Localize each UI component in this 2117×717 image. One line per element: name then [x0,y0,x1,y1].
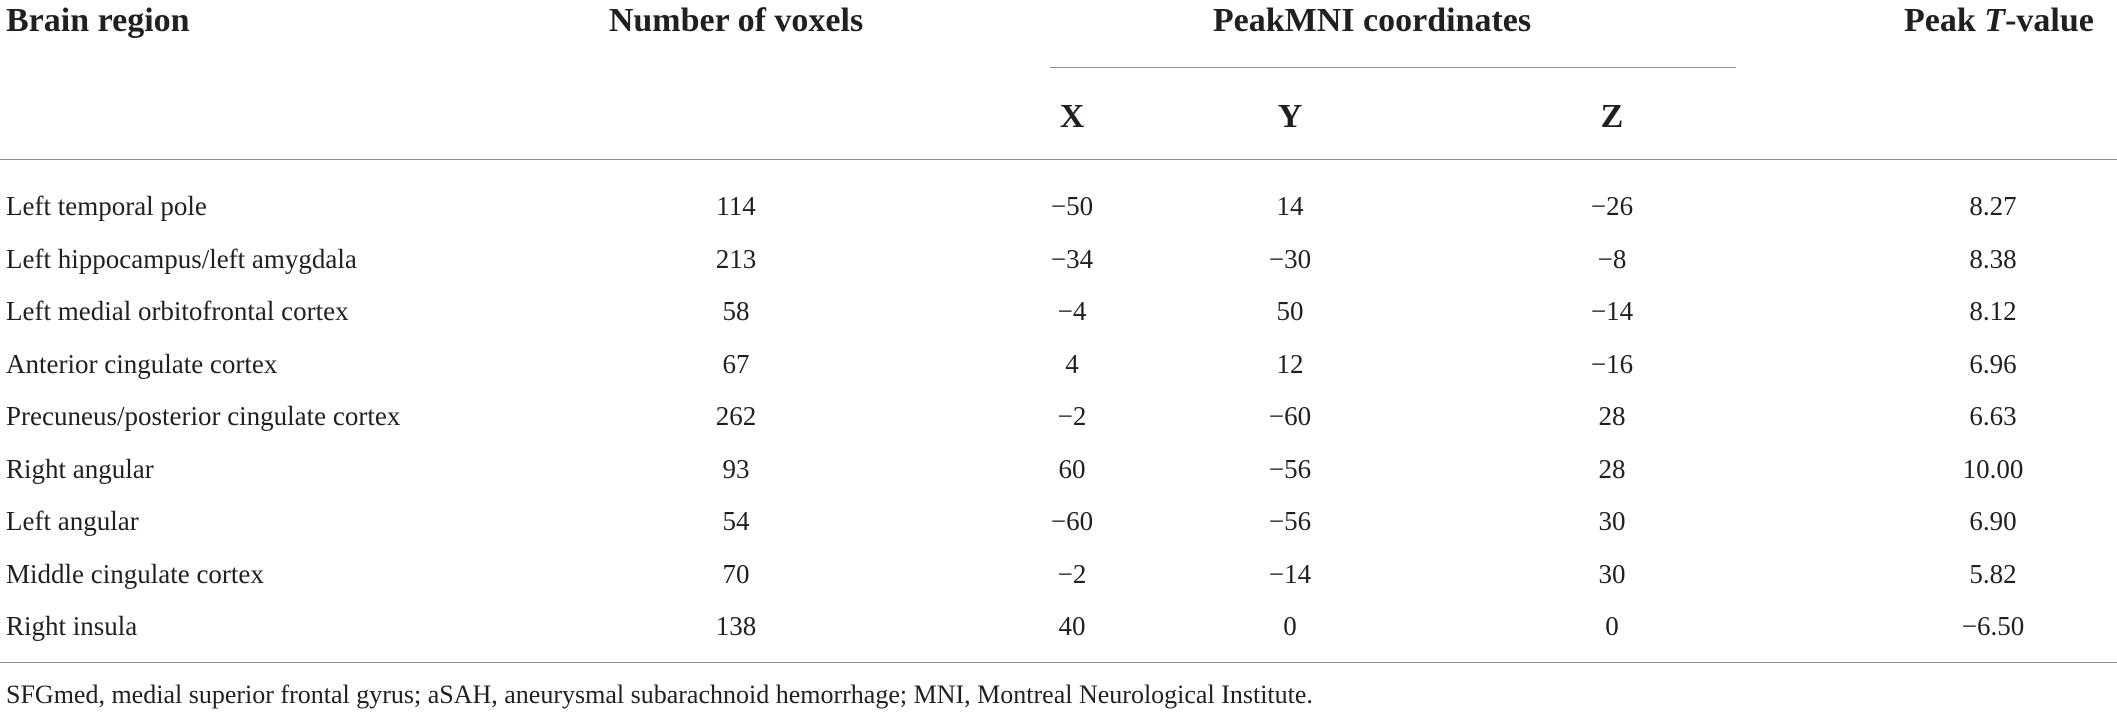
cell-x: −2 [1057,401,1087,431]
cell-z: 28 [1598,401,1626,431]
header-y: Y [1277,98,1303,135]
cell-voxels: 114 [716,191,756,221]
cell-voxels: 138 [715,611,757,641]
cell-voxels: 58 [722,296,750,326]
cell-y: 12 [1276,349,1304,379]
cell-x: 4 [1065,349,1079,379]
cell-voxels: 67 [722,349,750,379]
cell-t: −6.50 [1961,611,2025,641]
cell-voxels: 54 [722,506,750,536]
cell-region: Left temporal pole [6,191,207,221]
cell-region: Anterior cingulate cortex [6,349,278,379]
cell-t: 6.96 [1969,349,2017,379]
table-footnote: SFGmed, medial superior frontal gyrus; aSAH, aneurysmal subarachnoid hemorrhage; MNI, Montreal Neurological Institute. [6,680,1313,709]
cell-voxels: 213 [715,244,757,274]
cell-x: 40 [1058,611,1086,641]
cell-y: −14 [1268,559,1312,589]
cell-t: 8.27 [1969,191,2017,221]
header-brain-region: Brain region [6,2,190,39]
cell-region: Precuneus/posterior cingulate cortex [6,401,401,431]
cell-z: −14 [1590,296,1634,326]
header-peak-mni-coordinates: PeakMNI coordinates [1212,2,1532,39]
cell-voxels: 93 [722,454,750,484]
cell-z: 30 [1598,506,1626,536]
cell-z: 28 [1598,454,1626,484]
header-peak-t-italic: T [1984,2,2006,39]
coords-header-rule [1050,67,1736,68]
cell-t: 5.82 [1969,559,2017,589]
header-peak-t-value [1904,4,2094,38]
cell-y: 14 [1276,191,1304,221]
cell-y: 50 [1276,296,1304,326]
header-peak-suffix: -value [2005,2,2094,39]
cell-x: −4 [1057,296,1087,326]
cell-region: Right angular [6,454,154,484]
cell-voxels: 70 [722,559,750,589]
cell-z: −26 [1590,191,1634,221]
header-peak-prefix: Peak [1904,2,1985,39]
cell-z: 30 [1598,559,1626,589]
cell-y: −30 [1268,244,1312,274]
header-number-of-voxels: Number of voxels [608,2,864,39]
cell-y: 0 [1283,611,1297,641]
cell-x: −2 [1057,559,1087,589]
cell-y: −56 [1268,454,1312,484]
cell-region: Left medial orbitofrontal cortex [6,296,349,326]
header-z: Z [1600,98,1624,135]
cell-x: 60 [1058,454,1086,484]
cell-t: 6.90 [1969,506,2017,536]
footnote-rule [0,662,2117,663]
cell-x: −50 [1050,191,1094,221]
cell-z: −8 [1597,244,1627,274]
cell-y: −60 [1268,401,1312,431]
cell-z: −16 [1590,349,1634,379]
cell-region: Right insula [6,611,138,641]
cell-region: Left hippocampus/left amygdala [6,244,357,274]
cell-t: 8.38 [1969,244,2017,274]
cell-t: 8.12 [1969,296,2017,326]
cell-z: 0 [1605,611,1619,641]
cell-region: Left angular [6,506,139,536]
cell-voxels: 262 [715,401,757,431]
cell-x: −34 [1050,244,1094,274]
header-x: X [1059,98,1085,135]
cell-region: Middle cingulate cortex [6,559,264,589]
cell-t: 10.00 [1962,454,2024,484]
cell-y: −56 [1268,506,1312,536]
cell-t: 6.63 [1969,401,2017,431]
header-bottom-rule [0,159,2117,160]
cell-x: −60 [1050,506,1094,536]
